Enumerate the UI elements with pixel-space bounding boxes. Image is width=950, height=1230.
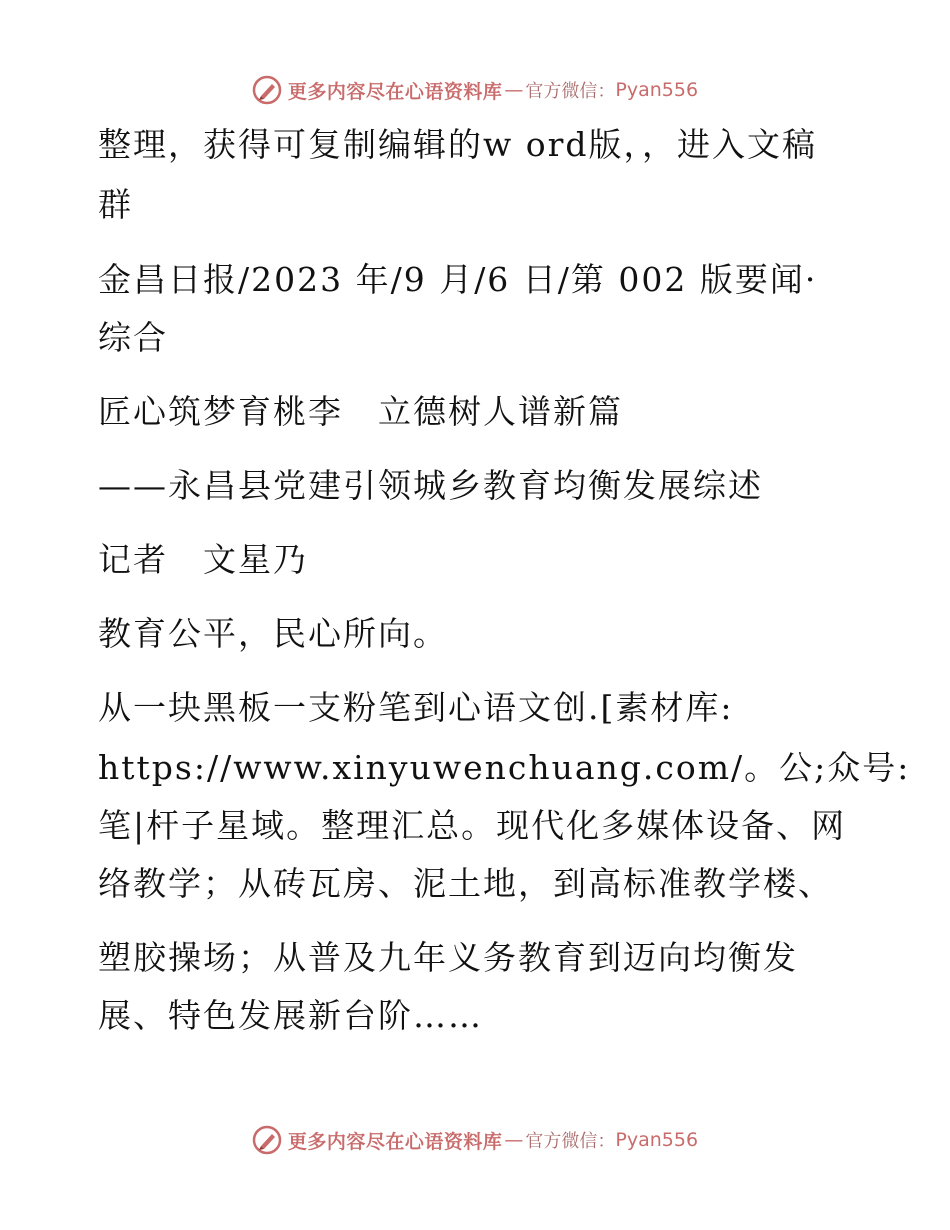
doc-line: 笔|杆子星域。整理汇总。现代化多媒体设备、网 <box>98 806 847 845</box>
doc-line: 群 <box>98 185 133 224</box>
doc-line: 络教学；从砖瓦房、泥土地，到高标准教学楼、 <box>98 864 833 903</box>
banner-dash: — <box>504 79 524 101</box>
doc-line: 整理，获得可复制编辑的w ord版，，进入文稿 <box>98 125 818 164</box>
doc-line: 展、特色发展新台阶…… <box>98 996 483 1035</box>
footer-banner <box>0 1120 950 1160</box>
pen-logo-icon <box>252 1125 282 1155</box>
wechat-label: 官方微信： <box>525 1131 616 1152</box>
banner-dash: — <box>504 1129 524 1151</box>
doc-line: 综合 <box>98 318 168 357</box>
article-subtitle: ——永昌县党建引领城乡教育均衡发展综述 <box>98 466 763 505</box>
doc-line: 金昌日报/2023 年/9 月/6 日/第 002 版要闻· <box>98 260 818 299</box>
doc-line: 从一块黑板一支粉笔到心语文创.[素材库: <box>98 688 734 727</box>
promo-text: 更多内容尽在心语资料库 <box>287 1130 503 1153</box>
article-title: 匠心筑梦育桃李 立德树人谱新篇 <box>98 392 623 431</box>
doc-line: 教育公平，民心所向。 <box>98 614 448 653</box>
promo-text: 更多内容尽在心语资料库 <box>287 80 503 103</box>
doc-line: https://www.xinyuwenchuang.com/。公;众号: <box>98 748 911 787</box>
wechat-id: Pyan556 <box>615 79 699 101</box>
header-banner <box>0 70 950 110</box>
doc-line: 塑胶操场；从普及九年义务教育到迈向均衡发 <box>98 938 798 977</box>
wechat-id: Pyan556 <box>615 1129 699 1151</box>
article-byline: 记者 文星乃 <box>98 540 308 579</box>
pen-logo-icon <box>252 75 282 105</box>
wechat-label: 官方微信： <box>525 81 616 102</box>
